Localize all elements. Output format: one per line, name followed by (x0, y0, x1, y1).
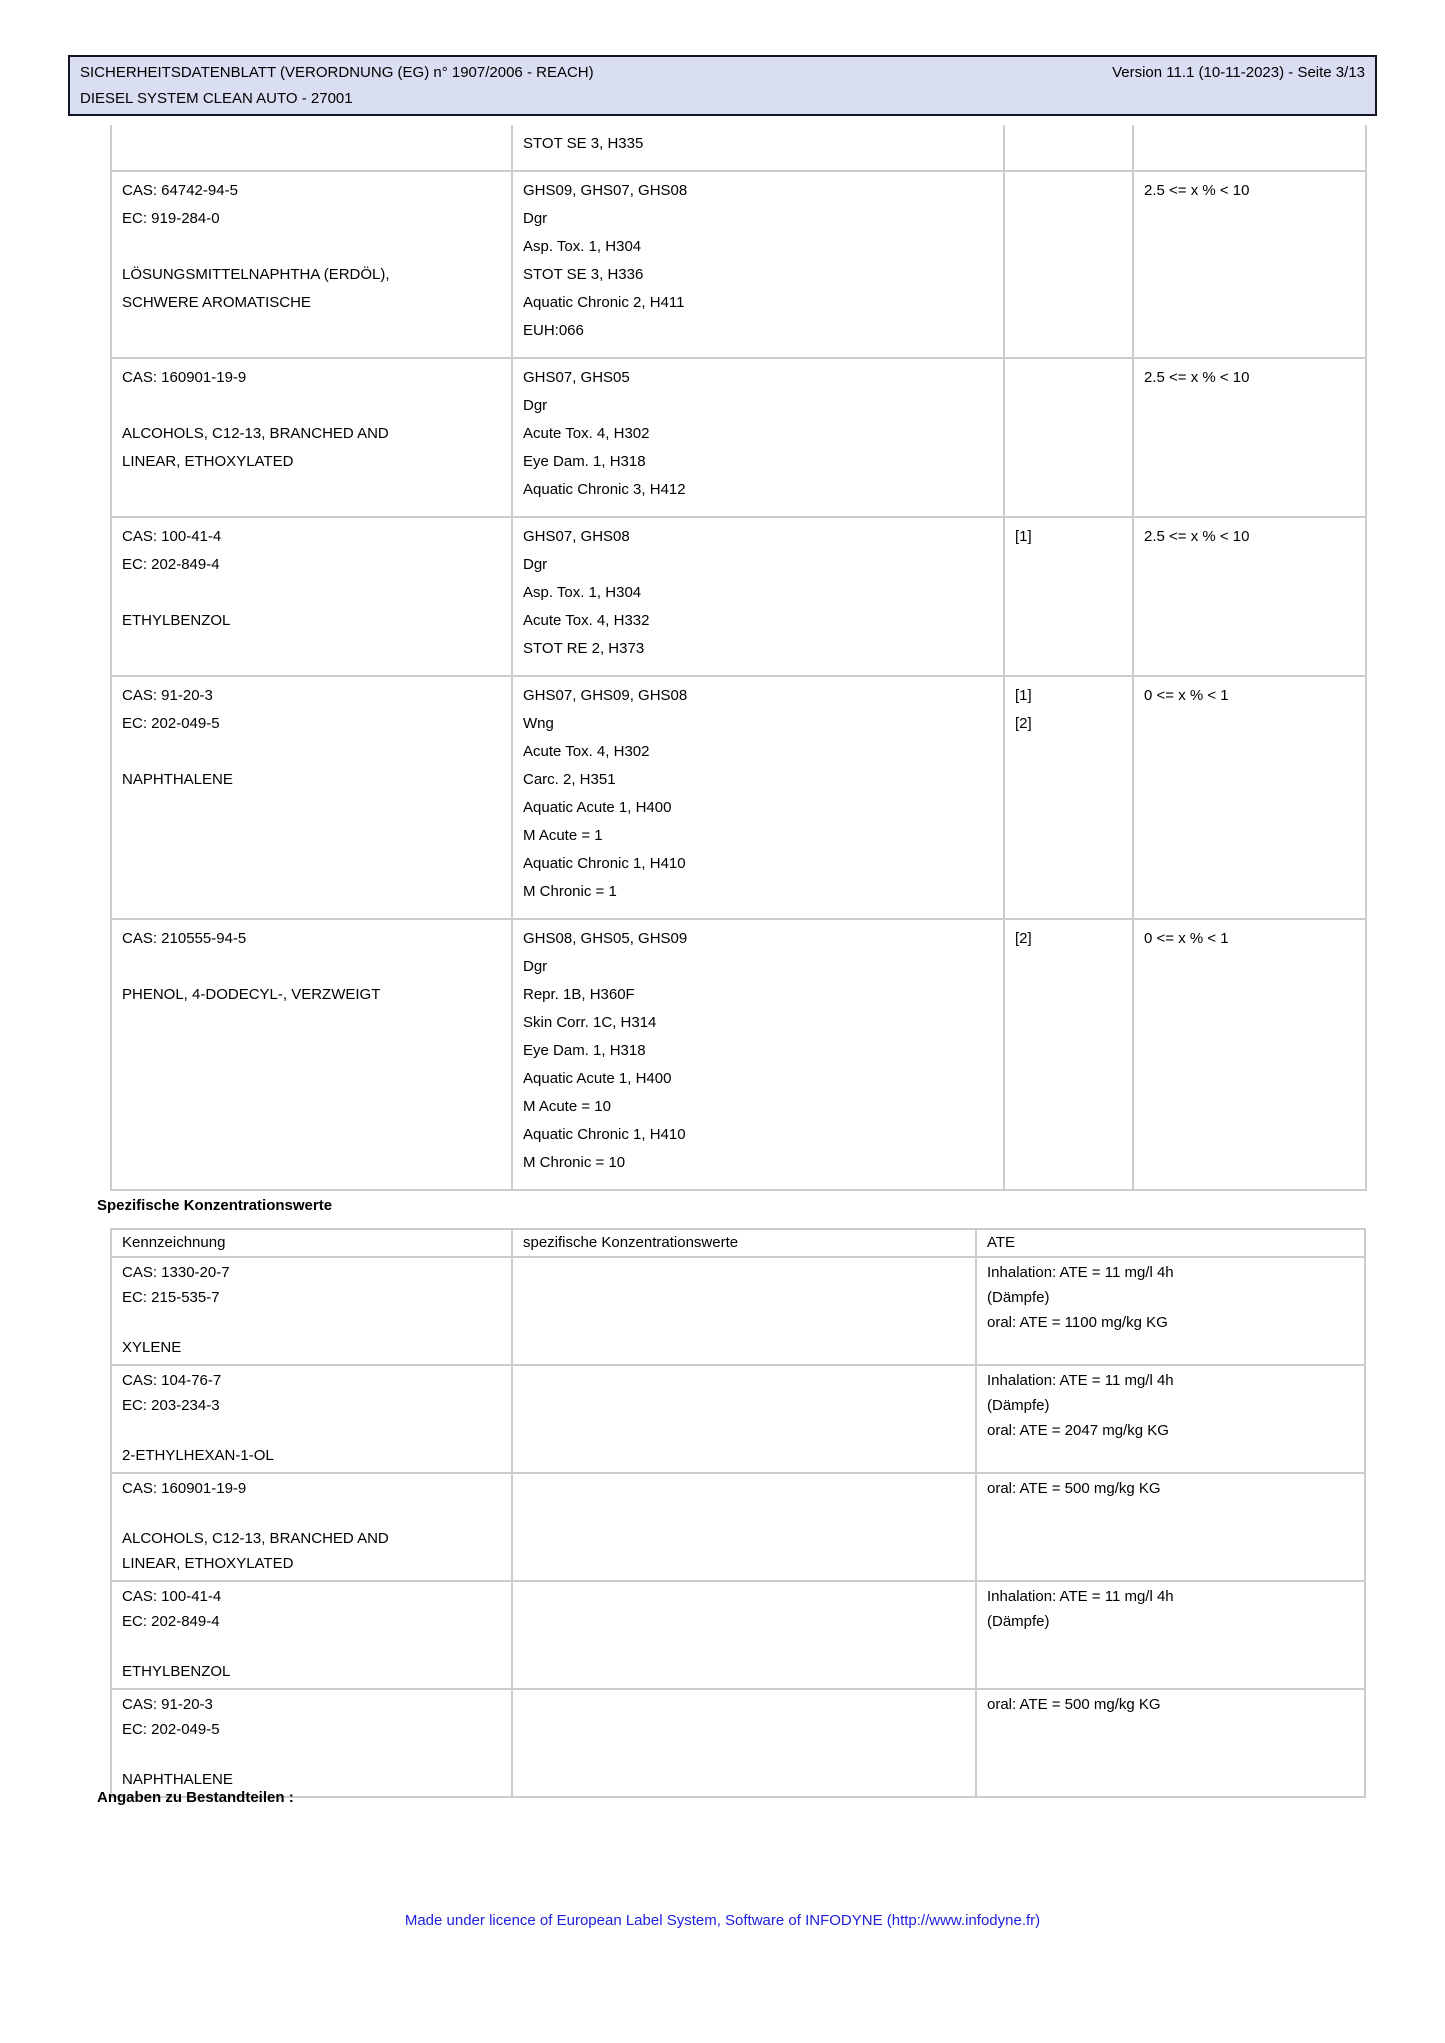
ate-cell (977, 1690, 1364, 1796)
text-line: EC: 919-284-0 (122, 210, 220, 227)
note-cell (1005, 125, 1134, 170)
text-line: Acute Tox. 4, H332 (523, 612, 650, 629)
hazard-table-row (112, 170, 1365, 357)
text-line: GHS07, GHS08 (523, 528, 630, 545)
text-line: Dgr (523, 210, 548, 227)
column-header-spezifische-konzentrationswerte: spezifische Konzentrationswerte (513, 1230, 977, 1256)
text-line: CAS: 210555-94-5 (122, 930, 247, 947)
hazard-table-row (112, 675, 1365, 918)
table-header-row (112, 1230, 1364, 1256)
text-line: CAS: 104-76-7 (122, 1372, 222, 1389)
classification-cell (513, 920, 1005, 1189)
text-line: ETHYLBENZOL (122, 612, 231, 629)
text-line: GHS08, GHS05, GHS09 (523, 930, 688, 947)
text-line: M Chronic = 1 (523, 883, 617, 900)
text-line: Eye Dam. 1, H318 (523, 1042, 646, 1059)
concentration-range-cell (1134, 518, 1365, 675)
note-cell (1005, 518, 1134, 675)
classification-cell (513, 518, 1005, 675)
product-name: DIESEL SYSTEM CLEAN AUTO - 27001 (80, 90, 353, 107)
specific-concentration-values-cell (513, 1474, 977, 1580)
text-line: Dgr (523, 556, 548, 573)
text-line: 0 <= x % < 1 (1144, 930, 1229, 947)
text-line: STOT RE 2, H373 (523, 640, 645, 657)
text-line: [1] (1015, 528, 1032, 545)
ate-cell (977, 1474, 1364, 1580)
text-line: CAS: 100-41-4 (122, 1588, 222, 1605)
substance-identification-cell (112, 1582, 513, 1688)
concentration-range-cell (1134, 125, 1365, 170)
hazard-table-row (112, 918, 1365, 1189)
specific-concentration-row (112, 1688, 1364, 1796)
hazard-table-row (112, 357, 1365, 516)
concentration-range-cell (1134, 359, 1365, 516)
text-line: Eye Dam. 1, H318 (523, 453, 646, 470)
text-line: Asp. Tox. 1, H304 (523, 584, 642, 601)
hazard-table-row (112, 125, 1365, 170)
text-line: STOT SE 3, H335 (523, 135, 644, 152)
text-line: 2.5 <= x % < 10 (1144, 182, 1250, 199)
substance-identification-cell (112, 1474, 513, 1580)
classification-cell (513, 359, 1005, 516)
text-line: STOT SE 3, H336 (523, 266, 644, 283)
text-line: EC: 202-049-5 (122, 1721, 220, 1738)
text-line: LINEAR, ETHOXYLATED (122, 453, 294, 470)
text-line: Aquatic Acute 1, H400 (523, 799, 672, 816)
classification-cell (513, 172, 1005, 357)
concentration-range-cell (1134, 920, 1365, 1189)
footer-licence-text: Made under licence of European Label System, Software of INFODYNE (http://www.infodyne.fr) (404, 1912, 1041, 1929)
text-line: LINEAR, ETHOXYLATED (122, 1555, 294, 1572)
text-line: 2.5 <= x % < 10 (1144, 369, 1250, 386)
substance-identification-cell (112, 1690, 513, 1796)
hazard-classification-table (110, 125, 1367, 1191)
text-line: M Acute = 1 (523, 827, 603, 844)
substance-identification-cell (112, 677, 513, 918)
specific-concentration-row (112, 1256, 1364, 1364)
note-cell (1005, 677, 1134, 918)
text-line: 2.5 <= x % < 10 (1144, 528, 1250, 545)
text-line: Inhalation: ATE = 11 mg/l 4h (987, 1372, 1174, 1389)
substance-identification-cell (112, 125, 513, 170)
specific-concentration-values-cell (513, 1690, 977, 1796)
text-line (122, 1742, 501, 1767)
text-line: oral: ATE = 1100 mg/kg KG (987, 1314, 1168, 1331)
substance-identification-cell (112, 172, 513, 357)
text-line: (Dämpfe) (987, 1613, 1050, 1630)
text-line: (Dämpfe) (987, 1397, 1050, 1414)
text-line: Wng (523, 715, 554, 732)
text-line: [2] (1015, 715, 1032, 732)
text-line: [2] (1015, 930, 1032, 947)
specific-concentration-row (112, 1472, 1364, 1580)
substance-identification-cell (112, 518, 513, 675)
text-line: Acute Tox. 4, H302 (523, 743, 650, 760)
ate-cell (977, 1366, 1364, 1472)
note-cell (1005, 920, 1134, 1189)
text-line (122, 1418, 501, 1443)
document-title: SICHERHEITSDATENBLATT (VERORDNUNG (EG) n° 1907/2006 - REACH) (80, 64, 594, 81)
text-line: 0 <= x % < 1 (1144, 687, 1229, 704)
text-line: NAPHTHALENE (122, 771, 233, 788)
substance-identification-cell (112, 359, 513, 516)
text-line: CAS: 160901-19-9 (122, 369, 247, 386)
text-line: oral: ATE = 500 mg/kg KG (987, 1480, 1161, 1497)
concentration-range-cell (1134, 677, 1365, 918)
text-line (122, 392, 501, 420)
text-line (122, 953, 501, 981)
text-line: oral: ATE = 2047 mg/kg KG (987, 1422, 1169, 1439)
specific-concentration-row (112, 1364, 1364, 1472)
text-line (122, 233, 501, 261)
specific-concentration-values-cell (513, 1582, 977, 1688)
text-line (122, 1310, 501, 1335)
column-header-kennzeichnung: Kennzeichnung (112, 1230, 513, 1256)
text-line: [1] (1015, 687, 1032, 704)
text-line: Acute Tox. 4, H302 (523, 425, 650, 442)
text-line: GHS07, GHS05 (523, 369, 630, 386)
text-line: CAS: 100-41-4 (122, 528, 222, 545)
text-line: GHS09, GHS07, GHS08 (523, 182, 688, 199)
text-line (122, 738, 501, 766)
document-header-bar (68, 55, 1377, 116)
text-line: Dgr (523, 397, 548, 414)
text-line: Aquatic Chronic 3, H412 (523, 481, 686, 498)
text-line: EC: 215-535-7 (122, 1289, 220, 1306)
text-line: CAS: 91-20-3 (122, 1696, 213, 1713)
ate-cell (977, 1258, 1364, 1364)
text-line: XYLENE (122, 1339, 182, 1356)
classification-cell (513, 125, 1005, 170)
text-line: SCHWERE AROMATISCHE (122, 294, 311, 311)
text-line: oral: ATE = 500 mg/kg KG (987, 1696, 1161, 1713)
text-line: Repr. 1B, H360F (523, 986, 635, 1003)
text-line: Aquatic Chronic 2, H411 (523, 294, 685, 311)
text-line: EC: 202-049-5 (122, 715, 220, 732)
note-cell (1005, 172, 1134, 357)
column-header-ate: ATE (987, 1234, 1016, 1251)
text-line: Aquatic Acute 1, H400 (523, 1070, 672, 1087)
text-line: EC: 202-849-4 (122, 556, 220, 573)
version-page-info: Version 11.1 (10-11-2023) - Seite 3/13 (1112, 64, 1365, 81)
text-line: ALCOHOLS, C12-13, BRANCHED AND (122, 1530, 389, 1547)
substance-identification-cell (112, 1366, 513, 1472)
text-line (122, 1634, 501, 1659)
text-line: M Chronic = 10 (523, 1154, 626, 1171)
text-line: CAS: 64742-94-5 (122, 182, 238, 199)
header-row (80, 60, 1365, 86)
text-line: Inhalation: ATE = 11 mg/l 4h (987, 1264, 1174, 1281)
text-line: LÖSUNGSMITTELNAPHTHA (ERDÖL), (122, 266, 390, 283)
text-line: Aquatic Chronic 1, H410 (523, 1126, 686, 1143)
text-line: 2-ETHYLHEXAN-1-OL (122, 1447, 274, 1464)
text-line: CAS: 160901-19-9 (122, 1480, 247, 1497)
substance-identification-cell (112, 1258, 513, 1364)
specific-concentration-values-cell (513, 1258, 977, 1364)
text-line: EC: 202-849-4 (122, 1613, 220, 1630)
text-line: PHENOL, 4-DODECYL-, VERZWEIGT (122, 986, 381, 1003)
text-line: (Dämpfe) (987, 1289, 1050, 1306)
specific-concentration-row (112, 1580, 1364, 1688)
text-line: ALCOHOLS, C12-13, BRANCHED AND (122, 425, 389, 442)
text-line: Skin Corr. 1C, H314 (523, 1014, 657, 1031)
text-line (122, 1501, 501, 1526)
text-line: ETHYLBENZOL (122, 1663, 231, 1680)
ate-cell (977, 1582, 1364, 1688)
text-line: GHS07, GHS09, GHS08 (523, 687, 688, 704)
text-line: EUH:066 (523, 322, 584, 339)
text-line (122, 579, 501, 607)
substance-identification-cell (112, 920, 513, 1189)
text-line: CAS: 91-20-3 (122, 687, 213, 704)
hazard-table-row (112, 516, 1365, 675)
specific-concentration-values-cell (513, 1366, 977, 1472)
text-line: EC: 203-234-3 (122, 1397, 220, 1414)
classification-cell (513, 677, 1005, 918)
text-line: Aquatic Chronic 1, H410 (523, 855, 686, 872)
text-line: M Acute = 10 (523, 1098, 611, 1115)
concentration-range-cell (1134, 172, 1365, 357)
note-cell (1005, 359, 1134, 516)
text-line: Carc. 2, H351 (523, 771, 616, 788)
text-line: Dgr (523, 958, 548, 975)
text-line: Inhalation: ATE = 11 mg/l 4h (987, 1588, 1174, 1605)
specific-concentration-table (110, 1228, 1366, 1798)
text-line: NAPHTHALENE (122, 1771, 233, 1788)
specific-concentration-heading: Spezifische Konzentrationswerte (97, 1197, 333, 1214)
text-line: CAS: 1330-20-7 (122, 1264, 230, 1281)
components-heading: Angaben zu Bestandteilen : (97, 1789, 294, 1806)
text-line: Asp. Tox. 1, H304 (523, 238, 642, 255)
